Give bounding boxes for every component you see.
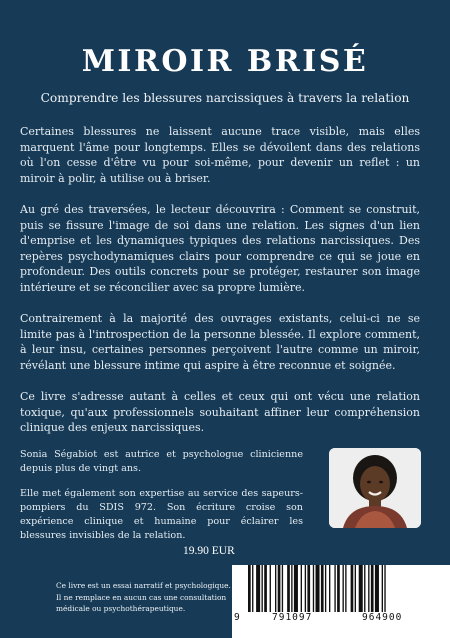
barcode-bar: [307, 565, 310, 612]
disclaimer-line-3: médicale ou psychothérapeutique.: [56, 604, 186, 614]
barcode-bar: [329, 565, 330, 612]
disclaimer-text: [56, 580, 231, 615]
price-label: 19.90 EUR: [183, 545, 235, 557]
barcode-bar: [278, 565, 281, 612]
barcode-bar: [275, 565, 276, 612]
barcode-bar: [305, 565, 306, 612]
barcode-bar: [256, 565, 260, 612]
barcode-bar: [345, 565, 346, 612]
barcode-bar: [301, 565, 302, 612]
barcode-bar: [334, 565, 335, 612]
barcode-bar: [316, 565, 320, 612]
barcode-bar: [359, 565, 363, 612]
barcode-bar: [282, 565, 283, 612]
barcode-bar: [384, 565, 385, 612]
barcode-bar: [321, 565, 324, 612]
description-paragraph-4: Ce livre s'adresse autant à celles et ceux qui ont vécu une relation toxique, qu'aux professionnels souhaitant affiner leur compréhension clinique des enjeux narcissiques.: [20, 390, 420, 435]
book-subtitle: Comprendre les blessures narcissiques à travers la relation: [40, 91, 410, 105]
barcode-bar: [337, 565, 340, 612]
author-bio: [20, 448, 303, 554]
barcode-bar: [382, 565, 383, 612]
barcode-bar: [371, 565, 374, 612]
disclaimer-line-1: Ce livre est un essai narratif et psychologique.: [56, 581, 231, 590]
description-block: [20, 124, 420, 451]
barcode-bar: [270, 565, 271, 612]
barcode-bar: [252, 565, 253, 612]
barcode-bar: [313, 565, 314, 612]
author-bio-paragraph-2: Elle met également son expertise au service des sapeurs-pompiers du SDIS 972. Son écriture croise son expérience clinique et humaine pour éclairer les blessures invisibles de la relation.: [20, 488, 303, 541]
book-title: MIROIR BRISÉ: [81, 44, 369, 79]
barcode-bar: [375, 565, 379, 612]
disclaimer-line-2: Il ne remplace en aucun cas une consultation: [56, 592, 227, 602]
description-paragraph-2: Au gré des traversées, le lecteur découvrira : Comment se construit, puis se fissure l'image de soi dans une relation. Les signes d'un lien d'emprise et les dynamiques typiques des relations narcissiques. Des repères psychodynamiques clairs pour comprendre ce qui se joue en profondeur. Des outils concrets pour se protéger, restaurer son image intérieure et se réconcilier avec sa propre lumière.: [20, 202, 420, 294]
barcode-digits-group-2: 964900: [362, 612, 403, 623]
barcode-bar: [264, 565, 267, 612]
barcode-bar: [343, 565, 344, 612]
author-photo: [329, 448, 421, 528]
barcode-bar: [325, 565, 326, 612]
description-paragraph-1: Certaines blessures ne laissent aucune trace visible, mais elles marquent l'âme pour longtemps. Elles se dévoilent dans des relations où l'on cesse d'être vu pour soi-même, pour devenir un reflet : un miroir à polir, à utilise ou à briser.: [20, 125, 420, 185]
barcode-bar: [364, 565, 365, 612]
author-bio-paragraph-1: Sonia Ségabiot est autrice et psychologue clinicienne depuis plus de vingt ans.: [20, 449, 303, 474]
barcode-icon: [232, 565, 450, 638]
barcode-digit-first: 9: [234, 612, 241, 623]
barcode-bar: [368, 565, 369, 612]
barcode-bar: [355, 565, 356, 612]
barcode-bar: [291, 565, 292, 612]
barcode-bar: [287, 565, 290, 612]
barcode-bar: [294, 565, 298, 612]
barcode-bar: [351, 565, 354, 612]
barcode-digits-group-1: 791097: [272, 612, 313, 623]
description-paragraph-3: Contrairement à la majorité des ouvrages existants, celui-ci ne se limite pas à l'introspection de la personne blessée. Il explore comment, à leur insu, certaines personnes perçoivent l'autre comme un miroir, révélant une blessure intime qui aspire à être reconnue et soignée.: [20, 312, 420, 372]
barcode-bar: [248, 565, 251, 612]
author-portrait-icon: [329, 448, 421, 528]
barcode-bar: [262, 565, 263, 612]
